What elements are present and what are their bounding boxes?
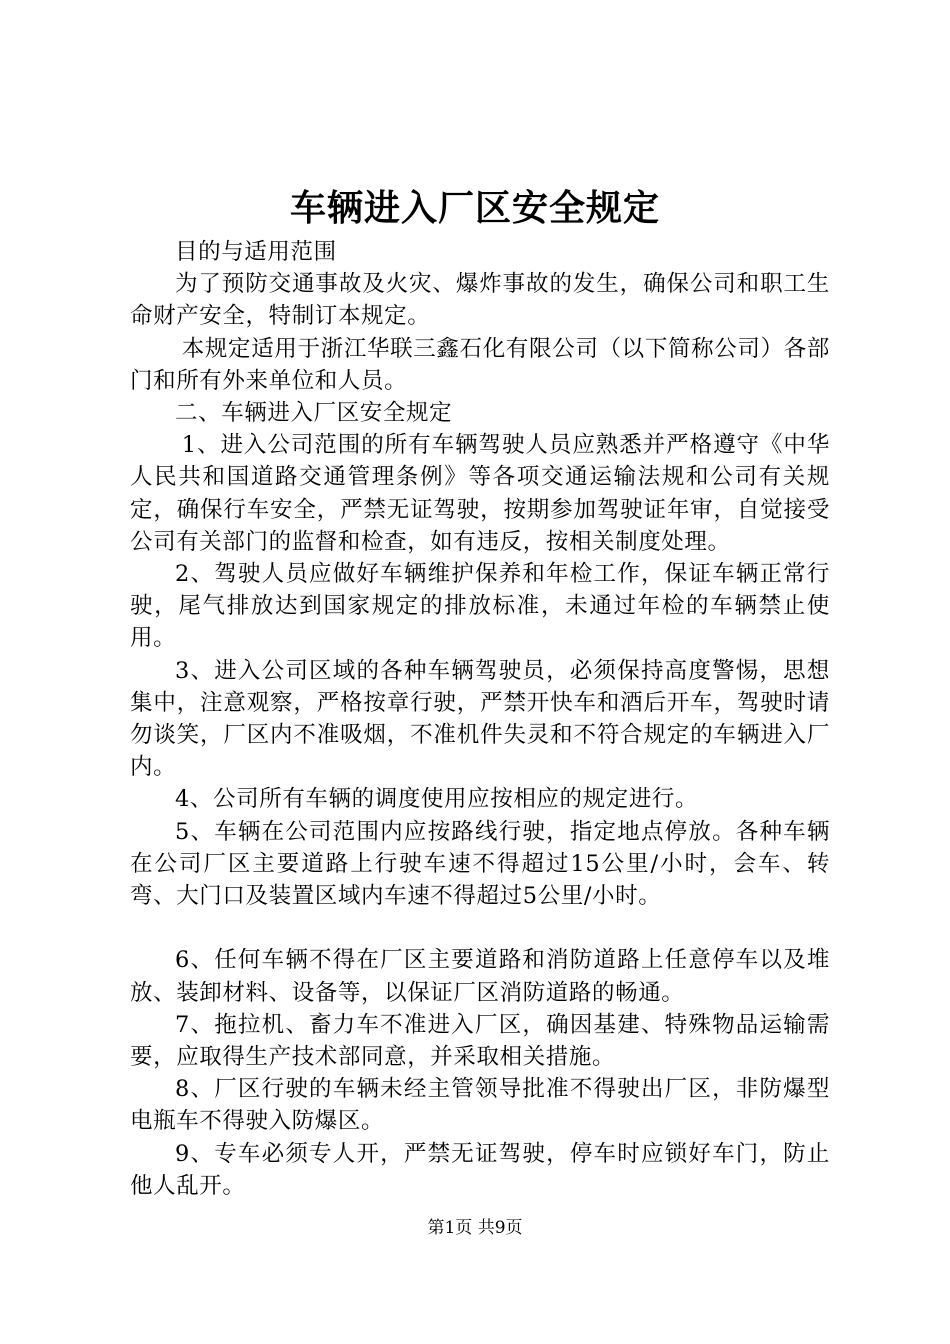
rule-item-7: 7、拖拉机、畜力车不准进入厂区，确因基建、特殊物品运输需要，应取得生产技术部同意，并采取相关措施。	[130, 1011, 830, 1071]
rule-item-3: 3、进入公司区域的各种车辆驾驶员，必须保持高度警惕，思想集中，注意观察，严格按章行驶，严禁开快车和酒后开车，驾驶时请勿谈笑，厂区内不准吸烟，不准机件失灵和不符合规定的车辆进入厂内。	[130, 657, 830, 781]
rule-item-8: 8、厂区行驶的车辆未经主管领导批准不得驶出厂区，非防爆型电瓶车不得驶入防爆区。	[130, 1076, 830, 1135]
document-body	[130, 236, 830, 1202]
page-footer: 第1页 共9页	[427, 1218, 523, 1238]
blank-line	[130, 912, 830, 944]
paragraph-scope: 本规定适用于浙江华联三鑫石化有限公司（以下简称公司）各部门和所有外来单位和人员。	[130, 335, 830, 394]
rule-item-4: 4、公司所有车辆的调度使用应按相应的规定进行。	[175, 786, 699, 813]
rule-item-2: 2、驾驶人员应做好车辆维护保养和年检工作，保证车辆正常行驶，尾气排放达到国家规定的排放标准，未通过年检的车辆禁止使用。	[130, 561, 830, 652]
rule-item-5: 5、车辆在公司范围内应按路线行驶，指定地点停放。各种车辆在公司厂区主要道路上行驶车速不得超过15公里/小时，会车、转弯、大门口及装置区域内车速不得超过5公里/小时。	[130, 818, 830, 910]
section-heading-rules: 二、车辆进入厂区安全规定	[175, 400, 453, 427]
rule-item-6: 6、任何车辆不得在厂区主要道路和消防道路上任意停车以及堆放、装卸材料、设备等，以保证厂区消防道路的畅通。	[130, 947, 830, 1006]
paragraph-purpose: 为了预防交通事故及火灾、爆炸事故的发生，确保公司和职工生命财产安全，特制订本规定。	[130, 271, 830, 330]
rule-item-1: 1、进入公司范围的所有车辆驾驶人员应熟悉并严格遵守《中华人民共和国道路交通管理条例》等各项交通运输法规和公司有关规定，确保行车安全，严禁无证驾驶，按期参加驾驶证年审，自觉接受公司有关部门的监督和检查，如有违反，按相关制度处理。	[130, 432, 830, 555]
section-heading-purpose: 目的与适用范围	[175, 239, 337, 265]
rule-item-9: 9、专车必须专人开，严禁无证驾驶，停车时应锁好车门，防止他人乱开。	[130, 1140, 830, 1199]
document-title: 车辆进入厂区安全规定	[289, 187, 660, 229]
